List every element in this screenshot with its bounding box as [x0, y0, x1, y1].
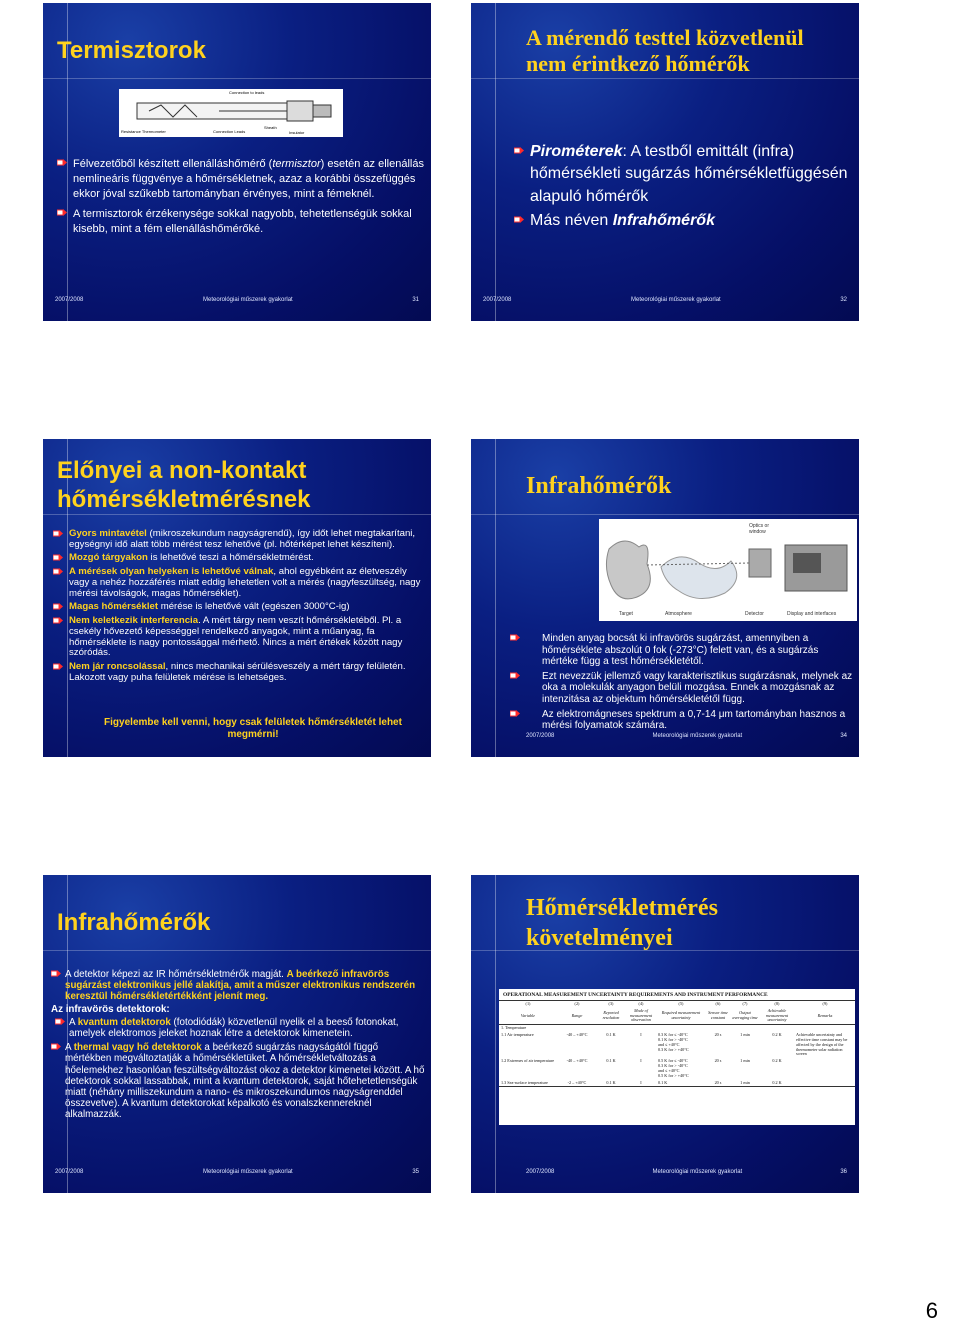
bullet-arrow-icon	[510, 710, 520, 718]
bullet-arrow-icon	[53, 617, 63, 625]
footer-page: 31	[412, 297, 419, 303]
slide-33	[43, 439, 431, 757]
slide-31	[43, 3, 431, 321]
list-item: Gyors mintavétel (mikroszekundum nagyságrendű), így időt lehet megtakarítani, egységnyi idő alatt több mérést tesz lehetővé (pl. hőtérképet lehet készíteni).	[53, 529, 427, 550]
list-item: A thermal vagy hő detektorok a beérkező sugárzás nagyságától függő mértékben megváltoztatják a hőmérsékletüket. A hőmérsékletváltozás a hőelemekhez hasonlóan feszültségváltozást okoz a detektor kimenetei között. A hő detektorok sokkal lassabbak, mint a kvantum detektorok, saját hőtehetetlenségük miatt (néhány milliszekundum a nano- és mikroszekundumos nagyságrenddel összevetve). A kvantum detektorokat képalkotó és vonalszkennereknél alkalmazzák.	[51, 1042, 425, 1119]
slide-35	[43, 875, 431, 1193]
bullet-arrow-icon	[57, 159, 67, 167]
label-display-and-interfaces: Display and interfaces	[787, 611, 837, 617]
footer-course: Meteorológiai műszerek gyakorlat	[202, 1169, 293, 1175]
detectors-heading: Az infravörös detektorok:	[51, 1004, 170, 1016]
slide-title: Infrahőmérők	[526, 473, 672, 499]
list-item: A kvantum detektorok (fotodiódák) közvetlenül nyelik el a beeső fotonokat, amelyek elektromos jeleket hoznak létre a detektorok kimenetein.	[51, 1017, 425, 1039]
footer-page: 32	[840, 297, 847, 303]
bullet-arrow-icon	[53, 568, 63, 576]
footer-course: Meteorológiai műszerek gyakorlat	[652, 733, 743, 739]
bullet-arrow-icon	[510, 672, 520, 680]
slide-footer	[55, 297, 419, 303]
requirements-table	[499, 1001, 855, 1087]
slide-title: Termisztorok	[57, 37, 206, 64]
page-number: 6	[925, 1298, 938, 1323]
slide-footer	[483, 297, 847, 303]
footer-course: Meteorológiai műszerek gyakorlat	[652, 1169, 743, 1175]
bullet-arrow-icon	[53, 554, 63, 562]
footer-year: 2007/2008	[55, 297, 84, 303]
footer-year: 2007/2008	[483, 297, 512, 303]
table-row: (1) (2) (3) (4) (5) (6) (7) (8) (9)	[525, 1001, 828, 1006]
bullet-list	[526, 633, 856, 736]
label-connection-leads: Connection Leads	[213, 129, 246, 134]
list-item: A termisztorok érzékenysége sokkal nagyobb, tehetetlenségük sokkal kisebb, mint a fém ellenálláshőmérőké.	[57, 207, 427, 237]
list-item: A mérések olyan helyeken is lehetővé válnak, ahol egyébként az életveszély vagy a nehéz hozzáférés miatt eddig lehetetlen volt a mérés (nagyfeszültség, nagy mérési távolságok, magas hőmérséklet).	[53, 567, 427, 599]
slide-body	[51, 969, 425, 1120]
closing-note: Figyelembe kell venni, hogy csak felületek hőmérsékletét lehet megmérni!	[104, 717, 402, 740]
list-item: Nem keletkezik interferencia. A mért tárgy nem veszít hőmérsékletéből. Pl. a csekély hővezető képességgel rendelkező anyagok, mint a műanyag, fa hőmérséklete is nagy pontossággal mérhető. Nincs a mért értékek között nagy szóródás.	[53, 616, 427, 659]
label-detector: Detector	[745, 611, 764, 617]
footer-page: 35	[412, 1169, 419, 1175]
slide-title: Előnyei a non-kontakt hőmérsékletmérésnek	[57, 457, 311, 513]
slide-34	[471, 439, 859, 757]
bullet-arrow-icon	[510, 634, 520, 642]
label-optics-or-window: Optics or window	[749, 523, 770, 535]
slide-title: Hőmérsékletmérés követelményei	[526, 895, 718, 951]
slide-footer	[55, 1169, 419, 1175]
list-item: Mozgó tárgyakon is lehetővé teszi a hőmérsékletmérést.	[53, 553, 427, 564]
list-item: Félvezetőből készített ellenálláshőmérő (termisztor) esetén az ellenállás nemlineáris függvénye a hőmérsékletnek, azaz a korábbi összefüggés ekkor jóval szűkebb tartományban érvényes, mint a fémeknél.	[57, 157, 427, 203]
list-item: Más néven Infrahőmérők	[514, 210, 849, 232]
ir-thermometer-diagram	[599, 519, 857, 621]
list-item: Az elektromágneses spektrum a 0,7-14 μm tartományban hasznos a mérési folyamatok számára.	[526, 709, 856, 732]
ir-system-illustration	[599, 519, 857, 621]
bullet-list	[53, 529, 427, 686]
slide-title: Infrahőmérők	[57, 909, 211, 936]
footer-year: 2007/2008	[55, 1169, 84, 1175]
bullet-arrow-icon	[55, 1018, 65, 1026]
table-row: 1.1 Air temperature -40 – +40°C 0.1 K I 0.3 K for ≤ -40°C 0.1 K for > -40°C and ≤ +40°C 0.3 K for > +40°C 20 s 1 min 0.2 K Achievable uncertainty and effective time constant may be affected by the design of the thermometer solar radiation screen	[501, 1032, 848, 1057]
table-row: 1.2 Extremes of air temperature -40 – +40°C 0.1 K I 0.5 K for ≤ -40°C 0.3 K for > -40°C and ≤ +40°C 0.5 K for > +40°C 20 s 1 min 0.2 K	[501, 1058, 782, 1078]
list-item: Nem jár roncsolással, nincs mechanikai sérülésveszély a mért tárgy felületén. Lakozott vagy puha felületek mérése is lehetséges.	[53, 662, 427, 683]
slide-32	[471, 3, 859, 321]
bullet-arrow-icon	[51, 970, 61, 978]
slide-footer	[526, 733, 847, 739]
slide-footer	[526, 1169, 847, 1175]
bullet-arrow-icon	[514, 147, 524, 155]
label-connection-to-leads: Connection to leads	[229, 90, 265, 95]
table-section-row: 1. Temperature	[501, 1025, 527, 1031]
bullet-list	[57, 157, 427, 241]
footer-course: Meteorológiai műszerek gyakorlat	[630, 297, 721, 303]
list-item: Pirométerek: A testből emittált (infra) hőmérsékleti sugárzás hőmérsékletfüggésén alapuló hőmérők	[514, 141, 849, 208]
label-atmosphere: Atmosphere	[665, 611, 692, 617]
table-header-row: Variable Range Reported resolution Mode of measurement observation Required measurement uncertainty Sensor time constant Output averaging time Achievable measurement uncertainty Remarks	[499, 1008, 855, 1025]
footer-page: 36	[840, 1169, 847, 1175]
footer-course: Meteorológiai műszerek gyakorlat	[202, 297, 293, 303]
list-item: Minden anyag bocsát ki infravörös sugárzást, amennyiben a hőmérséklete abszolút 0 fok (-273°C) felett van, és a sugárzás mértéke függ a test hőmérsékletétől.	[526, 633, 856, 668]
label-insulator: Insulator	[289, 130, 305, 135]
slide-36	[471, 875, 859, 1193]
table-heading: OPERATIONAL MEASUREMENT UNCERTAINTY REQUIREMENTS AND INSTRUMENT PERFORMANCE	[499, 989, 855, 1001]
bullet-arrow-icon	[514, 216, 524, 224]
footer-page: 34	[840, 733, 847, 739]
thermometer-diagram	[119, 89, 343, 137]
list-item: Ezt nevezzük jellemző vagy karakterisztikus sugárzásnak, melynek az oka a molekulák anyagon belüli mozgása. Ennek a mozgásnak az intenzitása az objektum hőmérsékletétől függ.	[526, 671, 856, 706]
label-resistance-thermometer: Resistance Thermometer	[121, 129, 166, 134]
slide-title: A mérendő testtel közvetlenül nem érintkező hőmérők	[526, 25, 804, 77]
footer-year: 2007/2008	[526, 733, 555, 739]
requirements-table-image	[499, 989, 855, 1125]
bullet-arrow-icon	[53, 663, 63, 671]
label-target: Target	[619, 611, 633, 617]
intro-paragraph: A detektor képezi az IR hőmérsékletmérők magját. A beérkező infravörös sugárzást elektronikus jellé alakítja, amit a műszer elektronikus rendszerén keresztül hőmérsékletértékként jelenít meg.	[51, 969, 425, 1002]
bullet-list	[514, 141, 849, 237]
bullet-arrow-icon	[51, 1043, 61, 1051]
bullet-arrow-icon	[57, 209, 67, 217]
bullet-arrow-icon	[53, 603, 63, 611]
list-item: Magas hőmérséklet mérése is lehetővé vált (egészen 3000°C-ig)	[53, 602, 427, 613]
table-row: 1.3 Sea-surface temperature -2 – +40°C 0.1 K I 0.1 K 20 s 1 min 0.2 K	[499, 1080, 855, 1087]
bullet-arrow-icon	[53, 530, 63, 538]
footer-year: 2007/2008	[526, 1169, 555, 1175]
label-sheath: Sheath	[264, 125, 277, 130]
